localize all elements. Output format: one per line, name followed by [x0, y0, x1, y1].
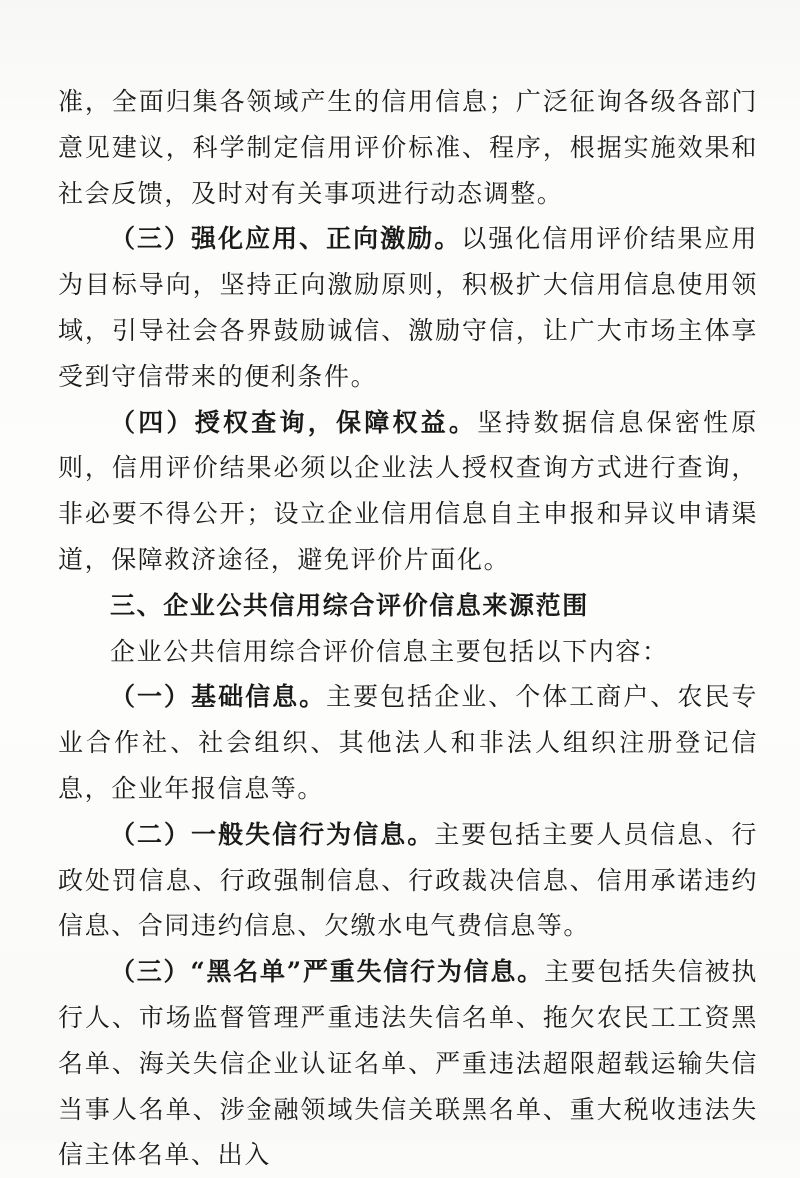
paragraph-intro: [58, 629, 758, 675]
paragraph-text: 主要包括企业、个体工商户、农民专业合作社、社会组织、其他法人和非法人组织注册登记信息，企业年报信息等。: [58, 682, 758, 803]
paragraph-lead: （四）授权查询，保障权益。: [110, 407, 478, 437]
paragraph-strengthen-application: [58, 216, 758, 399]
paragraph-text: 准，全面归集各领域产生的信用信息；广泛征询各级各部门意见建议，科学制定信用评价标准、程序，根据实施效果和社会反馈，及时对有关事项进行动态调整。: [58, 87, 758, 208]
document-body: [58, 79, 758, 1178]
paragraph-basic-info: [58, 674, 758, 811]
paragraph-text: 坚持数据信息保密性原则，信用评价结果必须以企业法人授权查询方式进行查询，非必要不得公开；设立企业信用信息自主申报和异议申请渠道，保障救济途径，避免评价片面化。: [58, 407, 758, 574]
paragraph-text: 主要包括主要人员信息、行政处罚信息、行政强制信息、行政裁决信息、信用承诺违约信息、合同违约信息、欠缴水电气费信息等。: [58, 819, 759, 941]
paragraph-general-dishonesty: [58, 812, 758, 949]
paragraph-lead: （一）基础信息。: [110, 682, 327, 712]
section-heading: 三、企业公共信用综合评价信息来源范围: [110, 590, 589, 620]
paragraph-text: 企业公共信用综合评价信息主要包括以下内容：: [110, 636, 669, 666]
paragraph-text: 主要包括失信被执行人、市场监督管理严重违法失信名单、拖欠农民工工资黑名单、海关失信企业认证名单、严重违法超限超载运输失信当事人名单、涉金融领域失信关联黑名单、重大税收违法失信主体名单、出入: [58, 957, 758, 1170]
paragraph-lead: （三）“黑名单”严重失信行为信息。: [110, 957, 544, 987]
paragraph-blacklist: [58, 949, 758, 1178]
paragraph-authorized-query: [58, 400, 758, 583]
paragraph-text: 以强化信用评价结果应用为目标导向，坚持正向激励原则，积极扩大信用信息使用领域，引导社会各界鼓励诚信、激励守信，让广大市场主体享受到守信带来的便利条件。: [58, 224, 758, 391]
paragraph-lead: （三）强化应用、正向激励。: [110, 224, 462, 254]
paragraph-continuation: [58, 79, 758, 216]
paragraph-lead: （二）一般失信行为信息。: [110, 819, 435, 849]
